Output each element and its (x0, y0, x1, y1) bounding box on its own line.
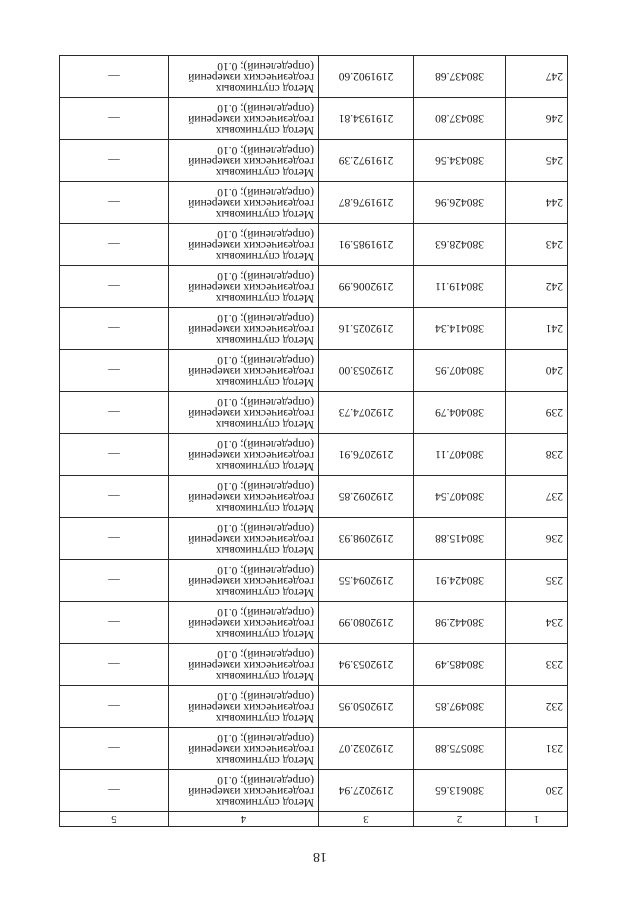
y-coordinate-cell: 2191972.39 (319, 140, 414, 182)
point-number-cell: 231 (506, 728, 568, 770)
method-line: Метод спутниковых (215, 334, 314, 346)
note-cell: — (60, 182, 169, 224)
note-cell: — (60, 770, 169, 812)
y-coordinate-cell: 2192092.85 (319, 476, 414, 518)
table-row (60, 266, 568, 308)
method-line: Метод спутниковых (215, 586, 314, 598)
method-line: (определений); 0.10 (217, 480, 314, 492)
x-coordinate-cell: 380434.56 (414, 140, 506, 182)
point-number-cell: 240 (506, 350, 568, 392)
point-number-cell: 239 (506, 392, 568, 434)
point-number-cell: 236 (506, 518, 568, 560)
table-row (60, 644, 568, 686)
table-row (60, 602, 568, 644)
method-line: (определений); 0.10 (217, 438, 314, 450)
x-coordinate-cell: 380407.11 (414, 434, 506, 476)
x-coordinate-cell: 380415.88 (414, 518, 506, 560)
method-line: Метод спутниковых (215, 376, 314, 388)
method-line: Метод спутниковых (215, 628, 314, 640)
method-line: геодезических измерений (188, 407, 314, 419)
note-cell: — (60, 434, 169, 476)
y-coordinate-cell: 2191985.91 (319, 224, 414, 266)
column-header: 1 (506, 812, 568, 827)
page-number: 18 (313, 849, 327, 864)
point-number-cell: 247 (506, 56, 568, 98)
y-coordinate-cell: 2191976.87 (319, 182, 414, 224)
point-number-cell: 238 (506, 434, 568, 476)
table-row (60, 686, 568, 728)
y-coordinate-cell: 2192098.93 (319, 518, 414, 560)
method-line: Метод спутниковых (215, 796, 314, 808)
table-row (60, 518, 568, 560)
table-row (60, 98, 568, 140)
method-line: геодезических измерений (188, 113, 314, 125)
note-cell: — (60, 266, 169, 308)
point-number-cell: 230 (506, 770, 568, 812)
note-cell: — (60, 98, 169, 140)
method-cell (169, 98, 319, 140)
method-line: Метод спутниковых (215, 166, 314, 178)
x-coordinate-cell: 380437.80 (414, 98, 506, 140)
method-line: (определений); 0.10 (217, 144, 314, 156)
method-line: (определений); 0.10 (217, 354, 314, 366)
table-row (60, 476, 568, 518)
method-line: Метод спутниковых (215, 712, 314, 724)
note-cell: — (60, 392, 169, 434)
y-coordinate-cell: 2191902.60 (319, 56, 414, 98)
note-cell: — (60, 350, 169, 392)
method-line: Метод спутниковых (215, 208, 314, 220)
note-cell: — (60, 140, 169, 182)
note-cell: — (60, 560, 169, 602)
point-number-cell: 235 (506, 560, 568, 602)
y-coordinate-cell: 2192053.94 (319, 644, 414, 686)
column-header: 2 (414, 812, 506, 827)
method-cell (169, 686, 319, 728)
note-cell: — (60, 224, 169, 266)
point-number-cell: 243 (506, 224, 568, 266)
method-line: геодезических измерений (188, 575, 314, 587)
table-row (60, 350, 568, 392)
point-number-cell: 237 (506, 476, 568, 518)
method-line: Метод спутниковых (215, 292, 314, 304)
method-line: Метод спутниковых (215, 670, 314, 682)
method-cell (169, 644, 319, 686)
table-header-row (60, 812, 568, 827)
method-cell (169, 518, 319, 560)
point-number-cell: 234 (506, 602, 568, 644)
method-line: геодезических измерений (188, 785, 314, 797)
method-line: (определений); 0.10 (217, 228, 314, 240)
x-coordinate-cell: 380437.68 (414, 56, 506, 98)
column-header: 5 (60, 812, 169, 827)
y-coordinate-cell: 2192074.73 (319, 392, 414, 434)
x-coordinate-cell: 380424.91 (414, 560, 506, 602)
method-cell (169, 770, 319, 812)
method-line: геодезических измерений (188, 197, 314, 209)
method-line: геодезических измерений (188, 323, 314, 335)
point-number-cell: 244 (506, 182, 568, 224)
method-line: геодезических измерений (188, 701, 314, 713)
method-line: геодезических измерений (188, 743, 314, 755)
note-cell: — (60, 686, 169, 728)
x-coordinate-cell: 380442.98 (414, 602, 506, 644)
y-coordinate-cell: 2192053.00 (319, 350, 414, 392)
x-coordinate-cell: 380414.34 (414, 308, 506, 350)
x-coordinate-cell: 380419.11 (414, 266, 506, 308)
y-coordinate-cell: 2192025.16 (319, 308, 414, 350)
method-line: геодезических измерений (188, 155, 314, 167)
method-line: геодезических измерений (188, 71, 314, 83)
method-line: Метод спутниковых (215, 502, 314, 514)
note-cell: — (60, 602, 169, 644)
method-line: (определений); 0.10 (217, 522, 314, 534)
method-cell (169, 560, 319, 602)
method-line: (определений); 0.10 (217, 648, 314, 660)
note-cell: — (60, 308, 169, 350)
note-cell: — (60, 476, 169, 518)
y-coordinate-cell: 2192032.07 (319, 728, 414, 770)
method-line: геодезических измерений (188, 533, 314, 545)
table-row (60, 560, 568, 602)
y-coordinate-cell: 2192050.95 (319, 686, 414, 728)
note-cell: — (60, 728, 169, 770)
note-cell: — (60, 56, 169, 98)
method-line: геодезических измерений (188, 239, 314, 251)
method-cell (169, 434, 319, 476)
method-cell (169, 266, 319, 308)
table-body (60, 56, 568, 812)
method-line: Метод спутниковых (215, 460, 314, 472)
method-line: (определений); 0.10 (217, 774, 314, 786)
table-row (60, 56, 568, 98)
method-line: Метод спутниковых (215, 250, 314, 262)
y-coordinate-cell: 2192006.99 (319, 266, 414, 308)
method-cell (169, 392, 319, 434)
method-line: (определений); 0.10 (217, 60, 314, 72)
y-coordinate-cell: 2192076.91 (319, 434, 414, 476)
method-line: Метод спутниковых (215, 124, 314, 136)
table-row (60, 140, 568, 182)
x-coordinate-cell: 380485.49 (414, 644, 506, 686)
method-cell (169, 602, 319, 644)
point-number-cell: 233 (506, 644, 568, 686)
method-cell (169, 56, 319, 98)
note-cell: — (60, 518, 169, 560)
method-line: геодезических измерений (188, 491, 314, 503)
point-number-cell: 245 (506, 140, 568, 182)
method-line: (определений); 0.10 (217, 312, 314, 324)
method-cell (169, 728, 319, 770)
method-line: (определений); 0.10 (217, 690, 314, 702)
method-cell (169, 182, 319, 224)
point-number-cell: 241 (506, 308, 568, 350)
method-line: геодезических измерений (188, 449, 314, 461)
table-row (60, 770, 568, 812)
method-line: геодезических измерений (188, 659, 314, 671)
method-line: (определений); 0.10 (217, 270, 314, 282)
table-row (60, 308, 568, 350)
y-coordinate-cell: 2191934.81 (319, 98, 414, 140)
x-coordinate-cell: 380404.79 (414, 392, 506, 434)
table-row (60, 434, 568, 476)
y-coordinate-cell: 2192094.55 (319, 560, 414, 602)
method-cell (169, 476, 319, 518)
x-coordinate-cell: 380407.54 (414, 476, 506, 518)
method-line: Метод спутниковых (215, 544, 314, 556)
method-line: геодезических измерений (188, 365, 314, 377)
note-cell: — (60, 644, 169, 686)
table-row (60, 224, 568, 266)
method-line: геодезических измерений (188, 617, 314, 629)
table-row (60, 182, 568, 224)
x-coordinate-cell: 380497.85 (414, 686, 506, 728)
x-coordinate-cell: 380613.65 (414, 770, 506, 812)
method-line: (определений); 0.10 (217, 732, 314, 744)
method-line: Метод спутниковых (215, 418, 314, 430)
method-line: геодезических измерений (188, 281, 314, 293)
x-coordinate-cell: 380426.96 (414, 182, 506, 224)
method-cell (169, 308, 319, 350)
y-coordinate-cell: 2192027.94 (319, 770, 414, 812)
method-line: (определений); 0.10 (217, 396, 314, 408)
point-number-cell: 246 (506, 98, 568, 140)
table-row (60, 392, 568, 434)
point-number-cell: 242 (506, 266, 568, 308)
method-line: (определений); 0.10 (217, 564, 314, 576)
method-line: (определений); 0.10 (217, 186, 314, 198)
column-header: 3 (319, 812, 414, 827)
method-line: Метод спутниковых (215, 754, 314, 766)
method-line: (определений); 0.10 (217, 606, 314, 618)
method-line: (определений); 0.10 (217, 102, 314, 114)
x-coordinate-cell: 380407.95 (414, 350, 506, 392)
method-cell (169, 350, 319, 392)
method-cell (169, 224, 319, 266)
y-coordinate-cell: 2192080.99 (319, 602, 414, 644)
column-header: 4 (169, 812, 319, 827)
coordinates-table (59, 55, 568, 827)
table-row (60, 728, 568, 770)
x-coordinate-cell: 380428.63 (414, 224, 506, 266)
x-coordinate-cell: 380575.88 (414, 728, 506, 770)
method-line: Метод спутниковых (215, 82, 314, 94)
point-number-cell: 232 (506, 686, 568, 728)
method-cell (169, 140, 319, 182)
